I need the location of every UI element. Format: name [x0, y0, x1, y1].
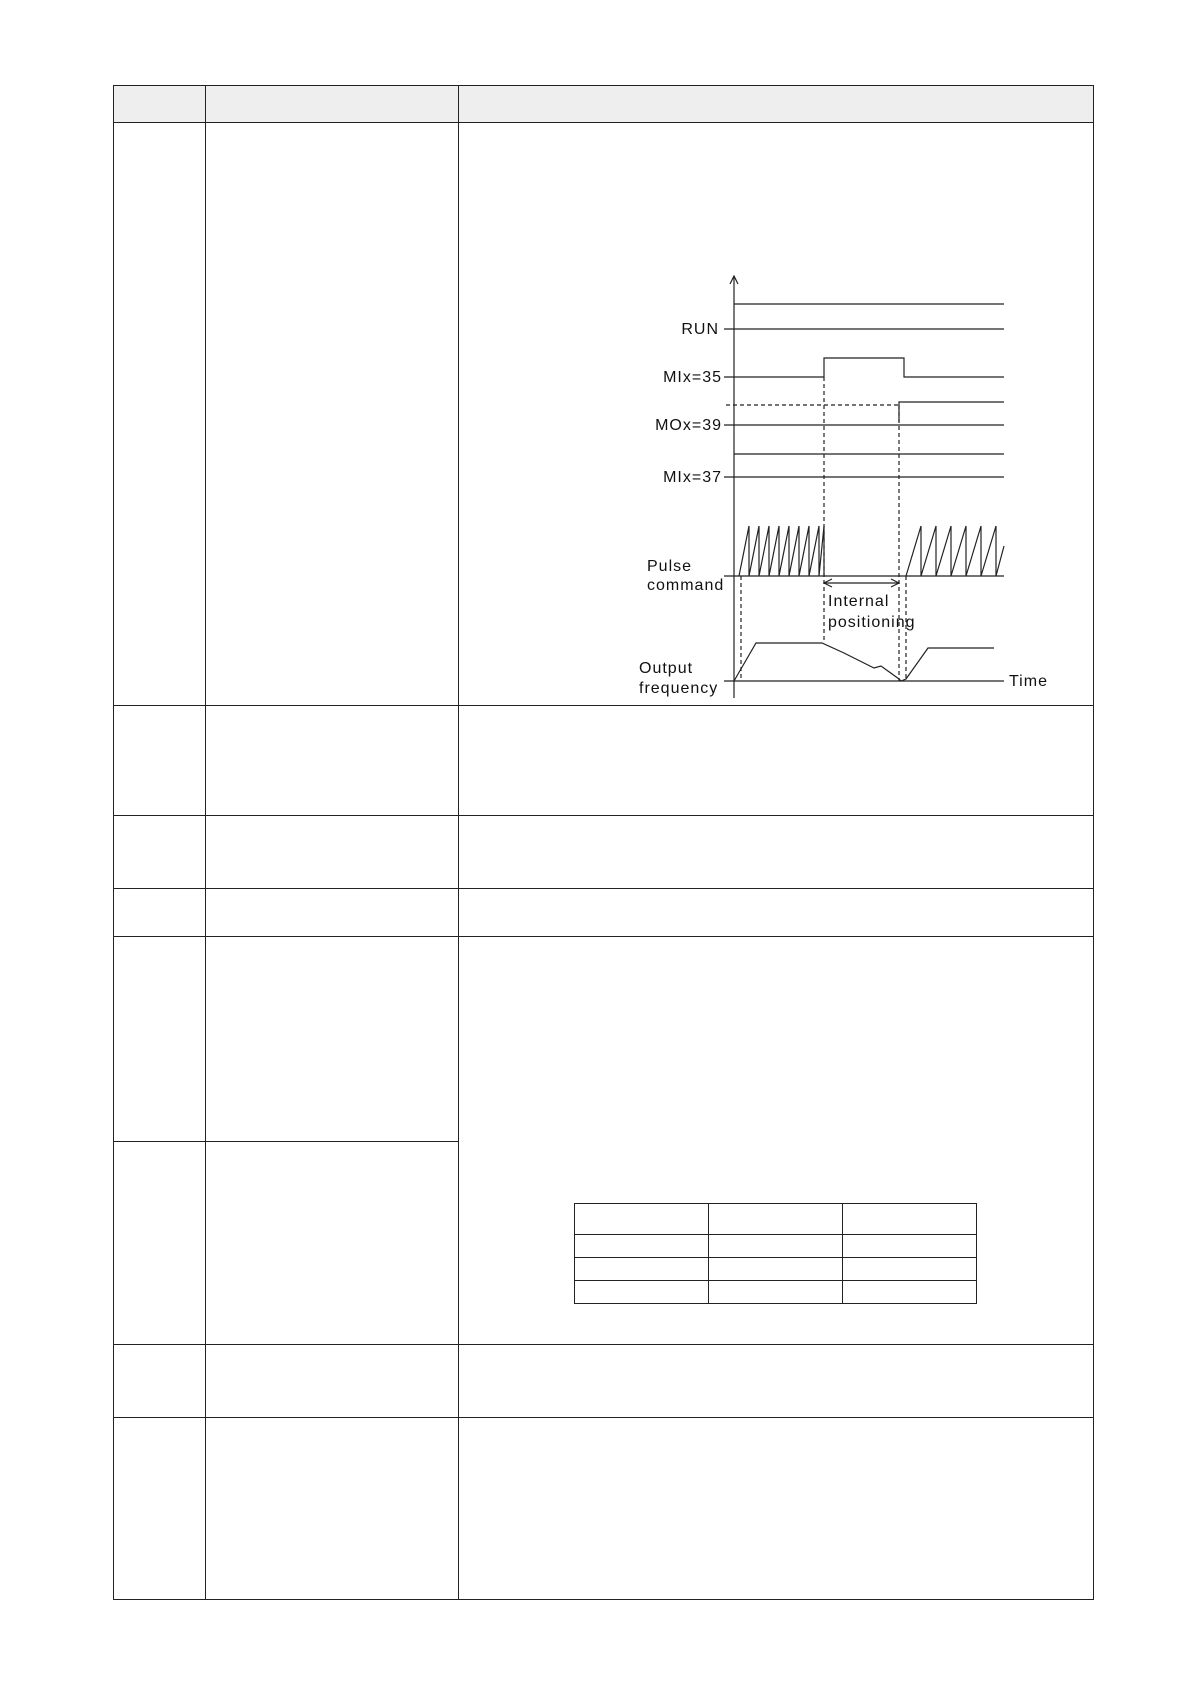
embedded-cell: [843, 1258, 977, 1281]
table-cell: [459, 1345, 1094, 1418]
embedded-cell: [575, 1281, 709, 1304]
embedded-cell: [575, 1235, 709, 1258]
annotation-line1: Internal: [828, 593, 890, 610]
table-row: [114, 1418, 1094, 1600]
embedded-cell: [575, 1204, 709, 1235]
table-row: [114, 937, 1094, 1142]
run-label: RUN: [681, 321, 719, 338]
embedded-cell: [709, 1258, 843, 1281]
table-cell: [459, 706, 1094, 816]
table-cell: [114, 123, 206, 706]
table-row: [114, 889, 1094, 937]
table-header-row: [114, 86, 1094, 123]
embedded-table-row: [575, 1235, 977, 1258]
pulse-train-left: [739, 526, 824, 576]
table-cell: [206, 816, 459, 889]
table-cell: [114, 889, 206, 937]
embedded-cell: [709, 1204, 843, 1235]
parameter-table: [113, 85, 1094, 1600]
table-row: [114, 816, 1094, 889]
table-cell: [206, 123, 459, 706]
table-cell: [114, 937, 206, 1142]
output-label-line1: Output: [639, 660, 694, 677]
table-row: [114, 123, 1094, 706]
table-cell: [114, 1345, 206, 1418]
embedded-cell: [843, 1281, 977, 1304]
table-cell: [114, 706, 206, 816]
table-row: [114, 706, 1094, 816]
mo39-high-line: [899, 402, 1004, 422]
embedded-cell: [709, 1281, 843, 1304]
pulse-train-right: [906, 526, 1004, 576]
embedded-table-row: [575, 1281, 977, 1304]
time-axis-label: Time: [1009, 673, 1048, 690]
embedded-table-row: [575, 1204, 977, 1235]
output-frequency-curve: [734, 643, 994, 681]
embedded-cell: [843, 1235, 977, 1258]
embedded-table: [574, 1203, 977, 1304]
diagram-cell: [459, 123, 1094, 706]
table-cell: [114, 816, 206, 889]
timing-diagram: [554, 268, 1074, 698]
header-cell: [459, 86, 1094, 123]
header-cell: [114, 86, 206, 123]
table-cell: [459, 1418, 1094, 1600]
mi35-label: MIx=35: [663, 369, 722, 386]
embedded-cell: [575, 1258, 709, 1281]
mo39-label: MOx=39: [655, 417, 722, 434]
table-cell: [206, 1418, 459, 1600]
table-cell: [206, 1345, 459, 1418]
embedded-cell: [709, 1235, 843, 1258]
pulse-label-line2: command: [647, 577, 725, 594]
embedded-cell: [843, 1204, 977, 1235]
table-row: [114, 1345, 1094, 1418]
merged-cell: [459, 937, 1094, 1345]
table-cell: [206, 706, 459, 816]
table-cell: [114, 1418, 206, 1600]
table-cell: [206, 1142, 459, 1345]
pulse-label-line1: Pulse: [647, 558, 693, 575]
table-cell: [459, 816, 1094, 889]
mi37-label: MIx=37: [663, 469, 722, 486]
header-cell: [206, 86, 459, 123]
table-cell: [114, 1142, 206, 1345]
embedded-table-row: [575, 1258, 977, 1281]
output-label-line2: frequency: [639, 680, 719, 697]
mi35-signal-line: [724, 358, 1004, 377]
table-cell: [459, 889, 1094, 937]
table-cell: [206, 937, 459, 1142]
table-cell: [206, 889, 459, 937]
annotation-line2: positioning: [828, 614, 916, 631]
